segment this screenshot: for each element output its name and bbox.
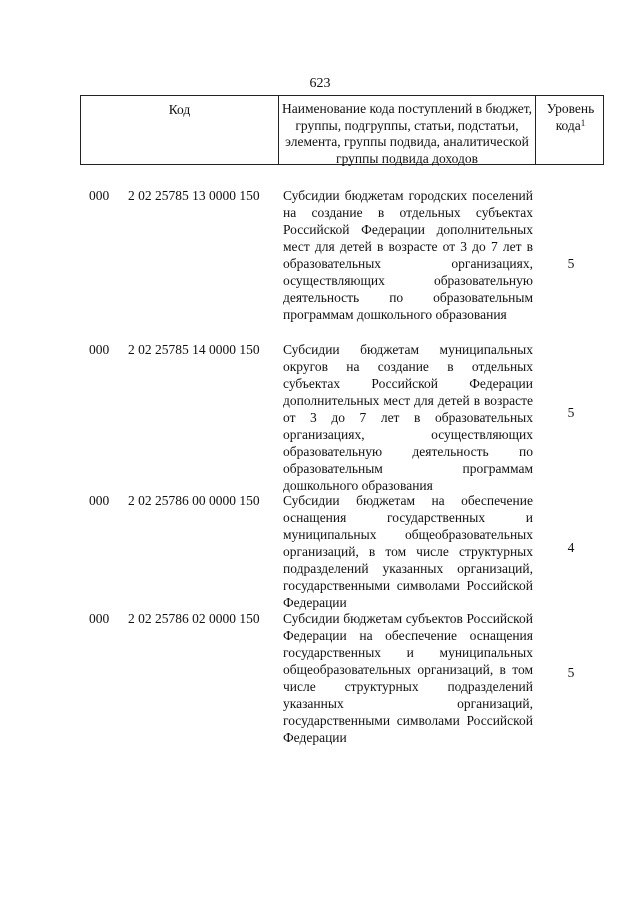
row-description: Субсидии бюджетам на обеспечение оснащения государственных и муниципальных общеобразовательных организаций, в том числе структурных подразделений указанных организаций, государственными символами Российской Федерации	[283, 493, 533, 610]
header-level-footnote: 1	[580, 117, 586, 128]
row-code: 2 02 25786 00 0000 150	[128, 493, 260, 508]
row-description: Субсидии бюджетам городских поселений на создание в отдельных субъектах Российской Федерации дополнительных мест для детей в возрасте от 3 до 7 лет в образовательных организациях, осуществляющих образовательную деятельность по образовательным программам дошкольного образования	[283, 188, 533, 322]
row-code: 2 02 25785 14 0000 150	[128, 342, 260, 357]
row-code: 2 02 25785 13 0000 150	[128, 188, 260, 203]
row-prefix: 000	[89, 342, 110, 357]
header-name: Наименование кода поступлений в бюджет, группы, подгруппы, статьи, подстатьи, элемента, группы подвида, аналитической группы подвида доходов	[278, 96, 536, 164]
header-level-tail: а	[574, 117, 581, 133]
header-code: Код	[168, 102, 191, 117]
row-prefix: 000	[89, 188, 110, 203]
row-level: 5	[567, 405, 575, 420]
header-level	[536, 96, 605, 164]
row-description: Субсидии бюджетам муниципальных округов на создание в отдельных субъектах Российской Федерации дополнительных мест для детей в возрасте от 3 до 7 лет в образовательных организациях, осуществляющих образовательную деятельность по образовательным программам дошкольного образования	[283, 342, 533, 493]
row-level: 4	[567, 540, 575, 555]
table-header	[80, 95, 604, 165]
row-prefix: 000	[89, 493, 110, 508]
row-prefix: 000	[89, 611, 110, 626]
row-description: Субсидии бюджетам субъектов Российской Федерации на обеспечение оснащения государственных и муниципальных общеобразовательных организаций, в том числе структурных подразделений указанных организаций, государственными символами Российской Федерации	[283, 611, 533, 745]
row-level: 5	[567, 256, 575, 271]
row-level: 5	[567, 665, 575, 680]
header-level-text: Уровень код	[546, 101, 595, 133]
page-number: 623	[309, 76, 331, 91]
row-code: 2 02 25786 02 0000 150	[128, 611, 260, 626]
